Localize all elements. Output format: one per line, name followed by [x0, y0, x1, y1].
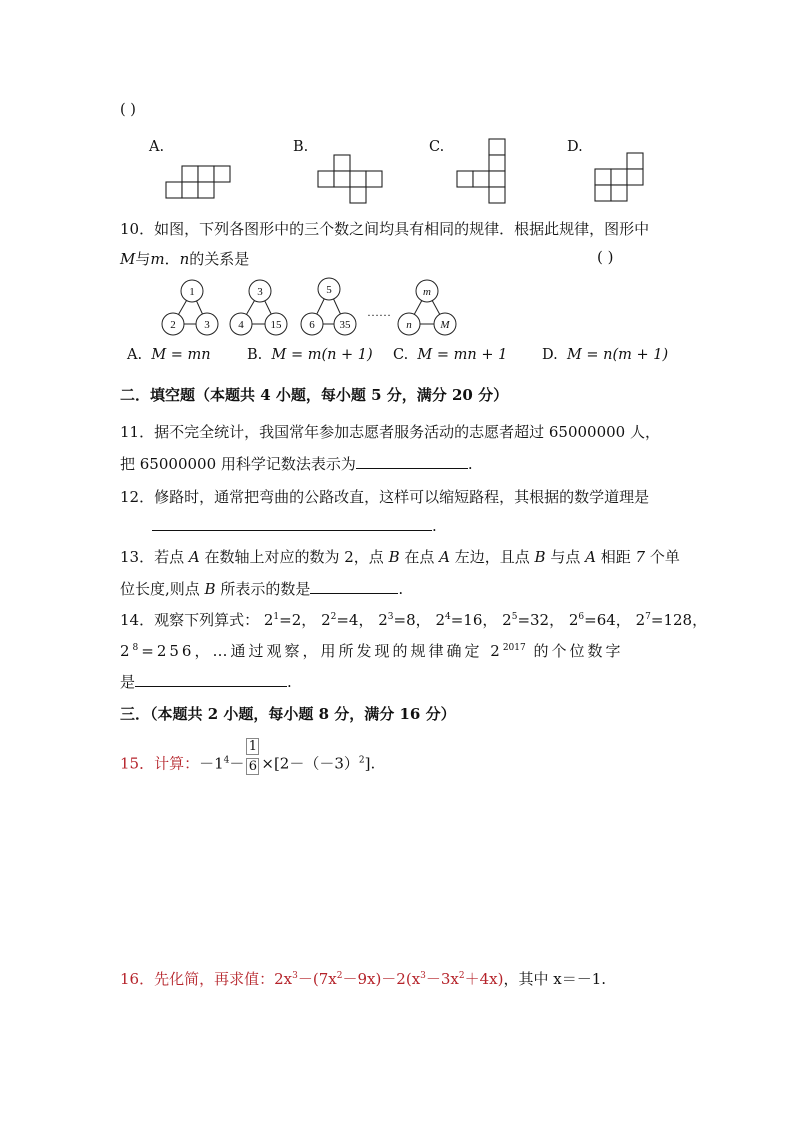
q12-line1: 12．修路时，通常把弯曲的公路改直，这样可以缩短路程，其根据的数学道理是 — [120, 488, 650, 506]
q9-option-c-label: C. — [429, 139, 445, 155]
fig4-top: m — [423, 286, 431, 298]
q9-net-a — [162, 160, 237, 200]
q10-stem-line1: 10．如图，下列各图形中的三个数之间均具有相同的规律．根据此规律，图形中 — [120, 220, 650, 238]
q10-answer-bracket: ( ) — [597, 248, 614, 266]
q11-line1: 11．据不完全统计，我国常年参加志愿者服务活动的志愿者超过 65000000 人， — [120, 423, 660, 441]
q16-expression: 16．先化简，再求值：$2x^3-(7x^2-9x)-2(x^3-3x^2+4x)$，其中 x＝－1. — [120, 970, 607, 988]
q14-line3: 是 . — [120, 673, 292, 691]
figures-ellipsis: …… — [367, 305, 391, 319]
fig3-right: 35 — [339, 319, 351, 331]
q10-stem-line2: M与m．n的关系是 — [120, 250, 250, 268]
fig2-top: 3 — [257, 286, 263, 298]
q12-answer-blank — [152, 516, 432, 531]
q10-option-b: B. M = m(n + 1) — [247, 347, 373, 363]
q13-line1: 13．若点 A 在数轴上对应的数为 2，点 B 在点 A 左边，且点 B 与点 A 相距 7 个单 — [120, 548, 680, 566]
q14-answer-blank — [135, 672, 287, 687]
q9-option-b-label: B. — [293, 139, 309, 155]
q9-net-c — [454, 136, 509, 204]
fig2-left: 4 — [238, 319, 244, 331]
q11-line2: 把 65000000 用科学记数法表示为 . — [120, 455, 473, 473]
q10-figures — [150, 277, 460, 345]
q9-option-d-label: D. — [567, 139, 583, 155]
q10-option-c: C. M = mn + 1 — [393, 347, 508, 363]
fig1-left: 2 — [170, 319, 176, 331]
q9-net-d — [592, 150, 647, 202]
q11-answer-blank — [356, 454, 468, 469]
fig4-left: n — [406, 319, 412, 331]
q13-line2: 位长度,则点 B 所表示的数是 . — [120, 580, 404, 598]
fig3-top: 5 — [326, 284, 332, 296]
q9-option-a-label: A. — [149, 139, 165, 155]
q9-net-b — [315, 152, 387, 204]
section3-heading: 三．（本题共 2 小题，每小题 8 分，满分 16 分） — [120, 705, 456, 723]
q13-answer-blank — [310, 579, 398, 594]
section2-heading: 二．填空题（本题共 4 小题，每小题 5 分，满分 20 分） — [120, 386, 509, 404]
q14-line2: $2^8=256$，…通过观察，用所发现的规律确定 $2^{2017}$ 的个位数字 — [120, 642, 624, 660]
fig1-right: 3 — [204, 319, 210, 331]
fig2-right: 15 — [270, 319, 282, 331]
q15-expression: 15．计算：$-1^4-$ $\frac{1}{6}$ $\times[2-(-3)^2]$. — [120, 739, 376, 774]
fig3-left: 6 — [309, 319, 315, 331]
q9-answer-bracket: ( ) — [120, 102, 136, 118]
q10-option-d: D. M = n(m + 1) — [542, 347, 669, 363]
q14-line1: 14．观察下列算式： $2^1=2$， $2^2=4$， $2^3=8$， $2^4=16$， $2^5=32$， $2^6=64$， $2^7=128$， — [120, 611, 708, 629]
fig1-top: 1 — [189, 286, 195, 298]
q10-option-a: A. M = mn — [127, 347, 211, 363]
q12-line2: . — [152, 516, 437, 535]
fig4-right: M — [440, 319, 450, 331]
q15-fraction: $\frac{1}{6}$ — [246, 738, 259, 775]
